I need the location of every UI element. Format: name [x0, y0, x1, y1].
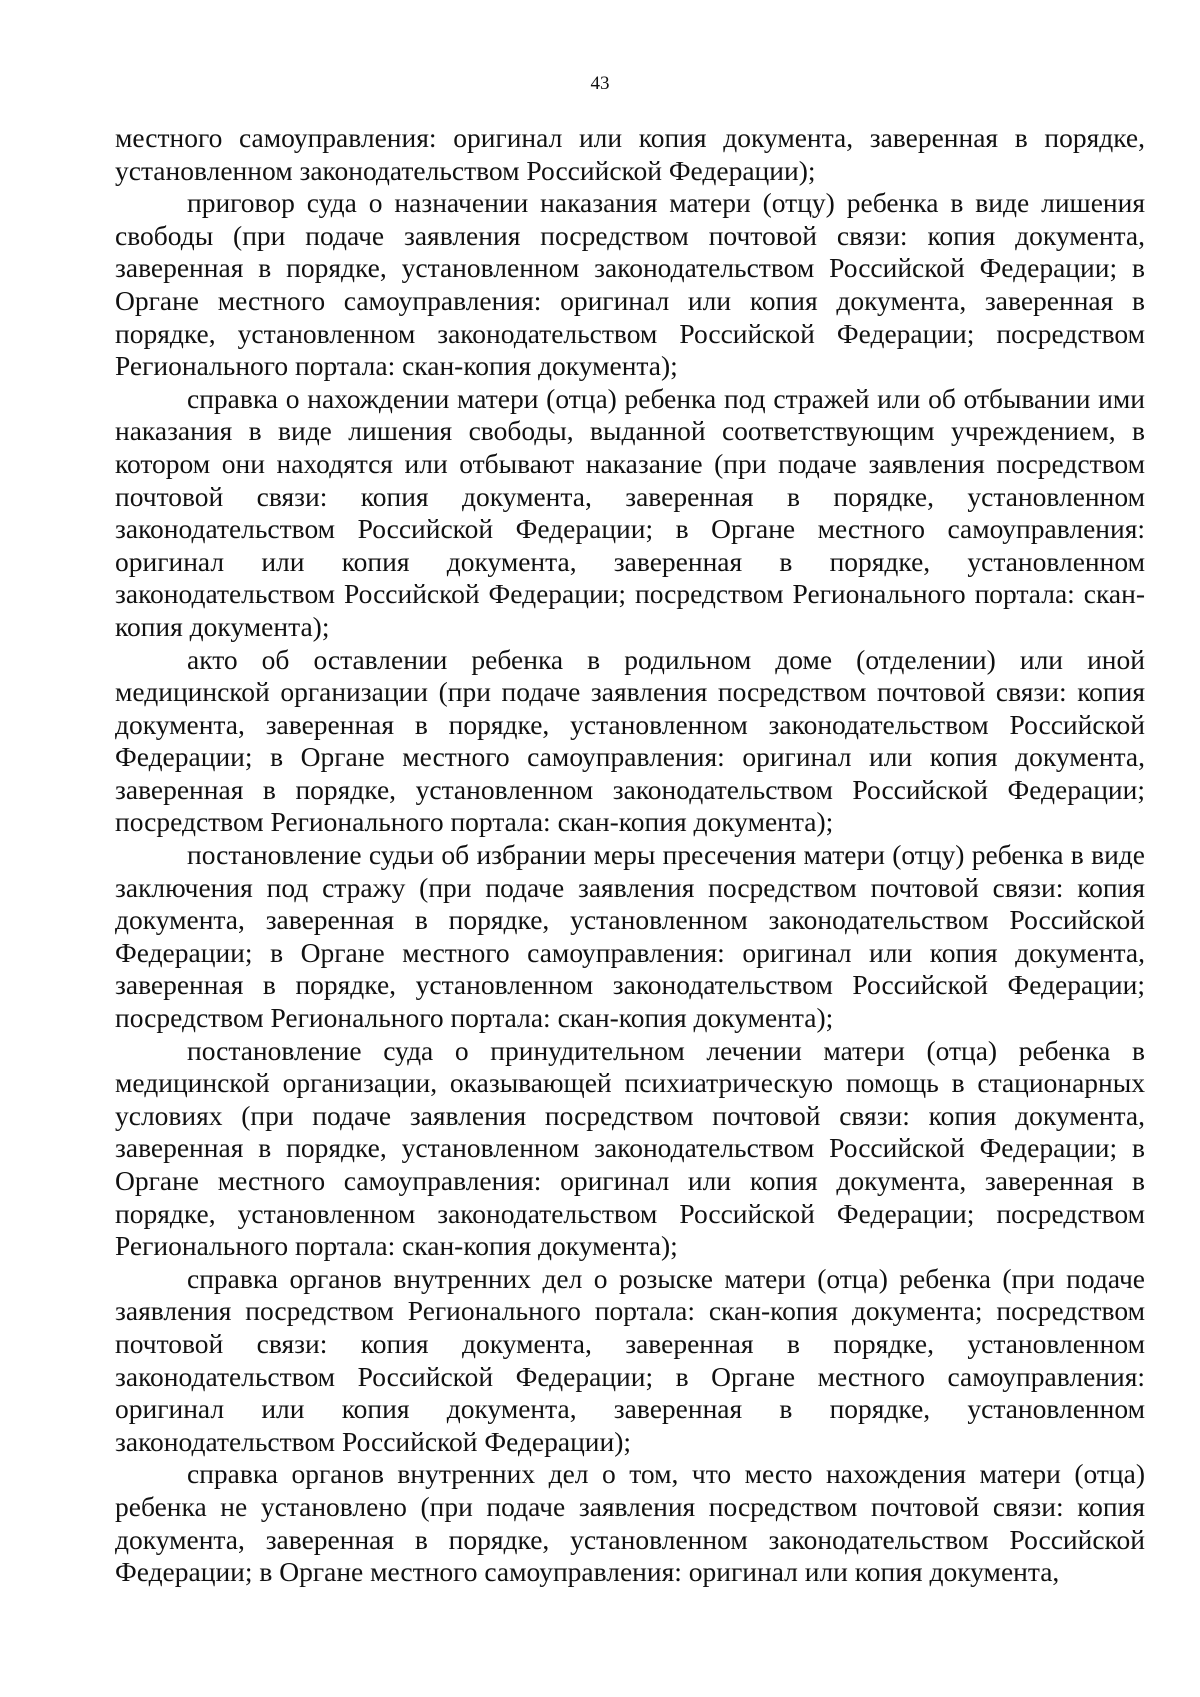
- document-body: [115, 122, 1145, 1589]
- paragraph-continued: местного самоуправления: оригинал или копия документа, заверенная в порядке, установленном законодательством Российской Федерации);: [115, 122, 1145, 186]
- paragraph-wanted-certificate: справка органов внутренних дел о розыске матери (отца) ребенка (при подаче заявления посредством Регионального портала: скан-копия документа; посредством почтовой связи: копия документа, заверенная в порядке, установленном законодательством Российской Федерации; в Органе местного самоуправления: оригинал или копия документа, заверенная в порядке, установленном законодательством Российской Федерации);: [115, 1262, 1145, 1457]
- paragraph-compulsory-treatment: постановление суда о принудительном лечении матери (отца) ребенка в медицинской организации, оказывающей психиатрическую помощь в стационарных условиях (при подаче заявления посредством почтовой связи: копия документа, заверенная в порядке, установленном законодательством Российской Федерации; в Органе местного самоуправления: оригинал или копия документа, заверенная в порядке, установленном законодательством Российской Федерации; посредством Регионального портала: скан-копия документа);: [115, 1034, 1145, 1262]
- paragraph-custody-certificate: справка о нахождении матери (отца) ребенка под стражей или об отбывании ими наказания в виде лишения свободы, выданной соответствующим учреждением, в котором они находятся или отбывают наказание (при подаче заявления посредством почтовой связи: копия документа, заверенная в порядке, установленном законодательством Российской Федерации; в Органе местного самоуправления: оригинал или копия документа, заверенная в порядке, установленном законодательством Российской Федерации; посредством Регионального портала: скан-копия документа);: [115, 382, 1145, 642]
- page-number: 43: [590, 73, 610, 94]
- paragraph-maternity-act: акто об оставлении ребенка в родильном доме (отделении) или иной медицинской организации (при подаче заявления посредством почтовой связи: копия документа, заверенная в порядке, установленном законодательством Российской Федерации; в Органе местного самоуправления: оригинал или копия документа, заверенная в порядке, установленном законодательством Российской Федерации; посредством Регионального портала: скан-копия документа);: [115, 643, 1145, 838]
- paragraph-detention-order: постановление судьи об избрании меры пресечения матери (отцу) ребенка в виде заключения под стражу (при подаче заявления посредством почтовой связи: копия документа, заверенная в порядке, установленном законодательством Российской Федерации; в Органе местного самоуправления: оригинал или копия документа, заверенная в порядке, установленном законодательством Российской Федерации; посредством Регионального портала: скан-копия документа);: [115, 839, 1145, 1034]
- paragraph-court-sentence: приговор суда о назначении наказания матери (отцу) ребенка в виде лишения свободы (при подаче заявления посредством почтовой связи: копия документа, заверенная в порядке, установленном законодательством Российской Федерации; в Органе местного самоуправления: оригинал или копия документа, заверенная в порядке, установленном законодательством Российской Федерации; посредством Регионального портала: скан-копия документа);: [115, 187, 1145, 382]
- paragraph-location-unknown: справка органов внутренних дел о том, что место нахождения матери (отца) ребенка не установлено (при подаче заявления посредством почтовой связи: копия документа, заверенная в порядке, установленном законодательством Российской Федерации; в Органе местного самоуправления: оригинал или копия документа,: [115, 1458, 1145, 1588]
